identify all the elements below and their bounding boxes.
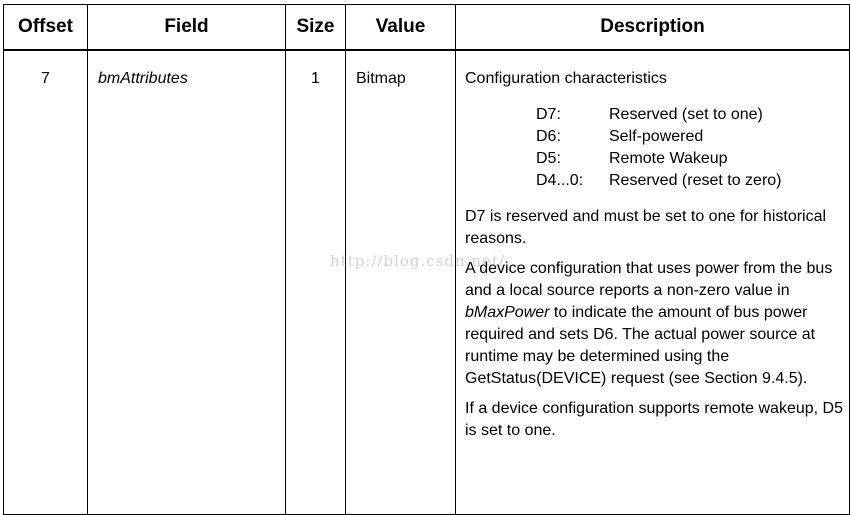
header-field: Field <box>88 5 286 51</box>
power-text-before: A device configuration that uses power from the bus and a local source reports a non-zero value in <box>465 260 833 299</box>
bit-meaning: Remote Wakeup <box>609 150 728 167</box>
bit-row <box>536 104 782 126</box>
cell-value: Bitmap <box>346 50 456 515</box>
bit-name: D7: <box>536 106 561 123</box>
watermark-text: http://blog.csdn.net/ <box>330 252 506 270</box>
header-offset: Offset <box>4 5 88 51</box>
description-intro: Configuration characteristics <box>465 70 667 87</box>
cell-field: bmAttributes <box>88 50 286 515</box>
description-paragraph-wakeup: If a device configuration supports remote wakeup, D5 is set to one. <box>465 400 843 439</box>
table-header-row <box>4 5 850 51</box>
bit-meaning: Reserved (reset to zero) <box>609 172 782 189</box>
header-size: Size <box>286 5 346 51</box>
header-value: Value <box>346 5 456 51</box>
description-paragraph-power <box>465 258 843 390</box>
power-text-after: to indicate the amount of bus power required and sets D6. The actual power source at runtime may be determined using the GetStatus(DEVICE) request (see Section 9.4.5). <box>465 304 816 387</box>
bit-row <box>536 126 782 148</box>
cell-description <box>456 50 850 515</box>
cell-size: 1 <box>286 50 346 515</box>
bit-row <box>536 148 782 170</box>
descriptor-field-table <box>3 4 850 515</box>
bit-row <box>536 170 782 192</box>
description-paragraph-d7: D7 is reserved and must be set to one for historical reasons. <box>465 208 827 247</box>
bit-name: D6: <box>536 128 561 145</box>
bit-definition-list <box>536 104 782 192</box>
bit-name: D5: <box>536 150 561 167</box>
header-description: Description <box>456 5 850 51</box>
bmaxpower-term: bMaxPower <box>465 304 550 321</box>
cell-offset: 7 <box>4 50 88 515</box>
bit-name: D4...0: <box>536 172 584 189</box>
bit-meaning: Self-powered <box>609 128 704 145</box>
bit-meaning: Reserved (set to one) <box>609 106 763 123</box>
table-row <box>4 50 850 515</box>
